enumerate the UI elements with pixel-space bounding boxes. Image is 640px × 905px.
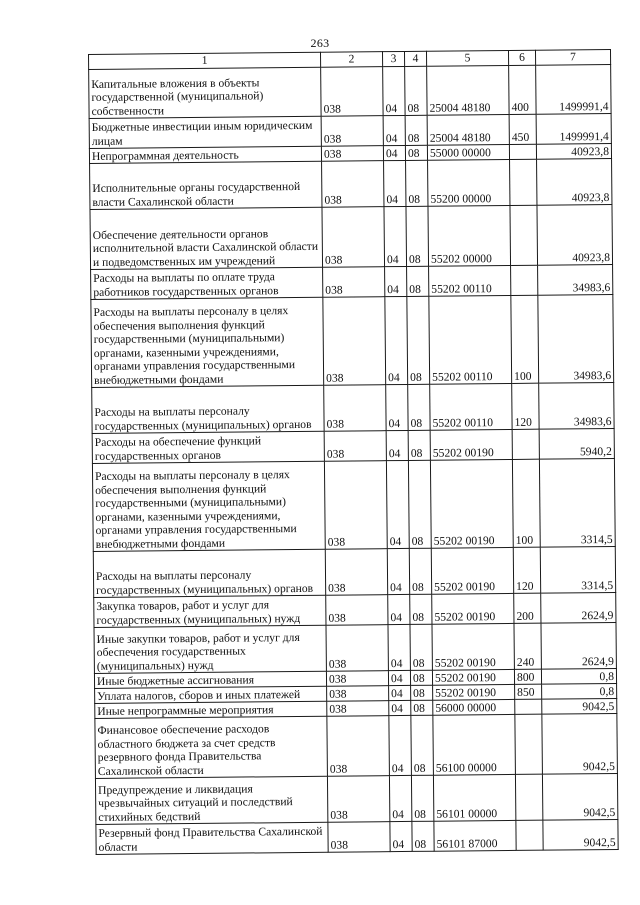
row-amount: 40923,8 <box>537 158 612 205</box>
row-amount: 2624,9 <box>541 592 616 623</box>
row-col-6: 120 <box>512 383 539 429</box>
table-row <box>95 773 617 824</box>
row-amount: 3314,5 <box>540 546 615 593</box>
row-col-5: 55202 00110 <box>429 265 511 296</box>
row-col-2: 038 <box>324 461 387 550</box>
row-col-5: 55000 00000 <box>427 144 509 160</box>
row-col-2: 038 <box>325 549 387 596</box>
row-col-6: 120 <box>513 547 540 593</box>
row-col-6 <box>512 429 539 459</box>
row-col-6 <box>515 714 543 774</box>
row-col-3: 04 <box>389 700 411 715</box>
row-col-4: 08 <box>407 296 430 384</box>
row-col-2: 038 <box>321 116 383 147</box>
row-name: Непрограммная деятельность <box>89 146 321 163</box>
row-col-4: 08 <box>412 821 434 851</box>
row-amount: 9042,5 <box>542 713 618 774</box>
row-col-3: 04 <box>390 821 412 851</box>
row-col-4: 08 <box>407 266 429 296</box>
row-col-3: 04 <box>385 296 408 384</box>
row-name: Расходы на выплаты персоналу государственных (муниципальных) органов <box>92 385 324 433</box>
row-amount: 2624,9 <box>541 622 616 669</box>
row-col-5: 55202 00190 <box>432 623 514 670</box>
row-col-2: 038 <box>326 595 388 626</box>
budget-table <box>88 49 619 855</box>
row-name: Закупка товаров, работ и услуг для государственных (муниципальных) нужд <box>94 595 326 627</box>
row-name: Уплата налогов, сборов и иных платежей <box>95 686 327 703</box>
row-col-6 <box>515 699 542 714</box>
table-row <box>90 158 612 209</box>
row-amount: 3314,5 <box>539 458 615 547</box>
row-col-2: 038 <box>324 385 386 432</box>
table-row <box>92 458 615 551</box>
page-number: 263 <box>310 36 330 50</box>
row-col-5: 55202 00110 <box>430 383 512 430</box>
row-name: Капитальные вложения в объекты государственной (муниципальной) собственности <box>89 67 321 118</box>
row-name: Иные бюджетные ассигнования <box>94 671 326 688</box>
table-row <box>94 622 616 673</box>
row-col-6: 200 <box>514 593 541 623</box>
row-col-2: 038 <box>326 671 388 687</box>
row-col-6: 240 <box>514 623 541 669</box>
row-amount: 0,8 <box>542 683 617 699</box>
row-col-4: 08 <box>408 384 430 430</box>
row-col-2: 038 <box>324 431 386 462</box>
row-col-6 <box>510 205 538 265</box>
row-col-5: 56100 00000 <box>433 714 516 775</box>
row-col-2: 038 <box>321 67 383 117</box>
row-col-6 <box>511 265 538 295</box>
row-name: Расходы на обеспечение функций государственных органов <box>92 431 324 463</box>
header-cell-col-4: 4 <box>404 51 426 66</box>
row-col-5: 55202 00190 <box>430 429 512 460</box>
row-col-5: 55202 00190 <box>431 547 513 594</box>
row-amount: 34983,6 <box>539 382 614 429</box>
row-col-2: 038 <box>327 686 389 702</box>
header-cell-col-3: 3 <box>382 51 404 66</box>
row-col-4: 08 <box>410 670 432 685</box>
row-name: Иные непрограммные мероприятия <box>95 701 327 718</box>
row-col-6 <box>510 159 537 205</box>
row-col-6: 450 <box>509 114 536 144</box>
row-col-4: 08 <box>405 66 427 115</box>
row-col-3: 04 <box>388 670 410 685</box>
row-col-5: 55202 00190 <box>432 669 514 685</box>
row-col-4: 08 <box>411 715 434 775</box>
row-amount: 34983,6 <box>538 294 614 383</box>
row-col-5: 55200 00000 <box>428 159 510 206</box>
row-col-2: 038 <box>323 267 385 298</box>
row-col-5: 56101 00000 <box>433 774 515 821</box>
row-col-5: 25004 48180 <box>427 65 509 115</box>
row-col-4: 08 <box>408 460 431 548</box>
row-col-2: 038 <box>328 822 390 853</box>
row-col-4: 08 <box>411 775 433 821</box>
table-row <box>92 382 614 433</box>
row-col-6 <box>515 774 542 820</box>
row-col-5: 56101 87000 <box>434 820 516 851</box>
row-col-6 <box>516 820 543 850</box>
row-col-6: 850 <box>515 684 542 699</box>
row-col-6 <box>509 144 536 159</box>
row-col-6: 800 <box>514 669 541 684</box>
table-row <box>91 294 614 387</box>
row-col-4: 08 <box>411 700 433 715</box>
header-cell-col-2: 2 <box>320 52 382 68</box>
row-col-3: 04 <box>384 160 406 206</box>
row-col-4: 08 <box>411 685 433 700</box>
row-amount: 1499991,4 <box>536 113 611 144</box>
row-col-2: 038 <box>322 161 384 208</box>
row-col-3: 04 <box>383 145 405 160</box>
row-amount: 40923,8 <box>536 143 611 159</box>
row-name: Расходы на выплаты персоналу в целях обеспечения выполнения функций государственными (муниципальными) органами, казенными учреждениями, органами управления государственными внебюджетными фондами <box>92 461 325 551</box>
header-cell-col-5: 5 <box>426 50 508 66</box>
row-col-2: 038 <box>326 625 388 672</box>
row-col-2: 038 <box>321 146 383 162</box>
row-amount: 9042,5 <box>543 819 618 850</box>
header-cell-col-1: 1 <box>89 52 321 69</box>
row-col-6: 100 <box>511 295 539 383</box>
row-col-3: 04 <box>383 66 405 115</box>
row-name: Расходы на выплаты по оплате труда работников государственных органов <box>91 267 323 299</box>
row-col-3: 04 <box>389 775 411 821</box>
row-col-3: 04 <box>388 594 410 624</box>
row-name: Исполнительные органы государственной власти Сахалинской области <box>90 161 322 209</box>
row-amount: 9042,5 <box>542 698 617 714</box>
row-col-2: 038 <box>327 716 390 777</box>
row-col-2: 038 <box>323 297 386 386</box>
row-name: Резервный фонд Правительства Сахалинской области <box>96 822 328 854</box>
table-row <box>90 204 613 269</box>
row-col-6: 400 <box>509 65 536 114</box>
row-amount: 9042,5 <box>542 773 617 820</box>
row-name: Обеспечение деятельности органов исполнительной власти Сахалинской области и подведомственных им учреждений <box>90 207 323 269</box>
row-col-4: 08 <box>405 145 427 160</box>
row-name: Расходы на выплаты персоналу в целях обеспечения выполнения функций государственными (муниципальными) органами, казенными учреждениями, органами управления государственными внебюджетными фондами <box>91 297 324 387</box>
row-col-5: 55202 00190 <box>430 459 513 548</box>
row-col-5: 55202 00190 <box>432 593 514 624</box>
row-col-4: 08 <box>406 206 429 266</box>
table-row <box>89 64 611 118</box>
row-name: Расходы на выплаты персоналу государственных (муниципальных) органов <box>93 549 325 597</box>
row-col-3: 04 <box>388 624 410 670</box>
table-row <box>93 546 615 597</box>
row-amount: 0,8 <box>541 668 616 684</box>
row-col-2: 038 <box>322 207 385 268</box>
row-name: Предупреждение и ликвидация чрезвычайных ситуаций и последствий стихийных бедствий <box>95 776 327 824</box>
row-col-3: 04 <box>386 384 408 430</box>
row-col-5: 25004 48180 <box>427 114 509 145</box>
table-body <box>89 64 619 854</box>
row-amount: 40923,8 <box>537 204 613 265</box>
row-col-2: 038 <box>327 701 389 717</box>
table-row <box>96 819 618 854</box>
row-col-4: 08 <box>405 115 427 145</box>
row-amount: 5940,2 <box>539 428 614 459</box>
row-amount: 34983,6 <box>538 264 613 295</box>
row-col-4: 08 <box>410 624 432 670</box>
row-col-4: 08 <box>408 430 430 460</box>
row-col-3: 04 <box>386 460 409 548</box>
row-col-3: 04 <box>387 548 409 594</box>
table-row <box>95 713 618 778</box>
row-col-2: 038 <box>327 776 389 823</box>
row-col-3: 04 <box>385 266 407 296</box>
row-col-3: 04 <box>386 430 408 460</box>
row-col-5: 55202 00000 <box>428 205 511 266</box>
row-col-3: 04 <box>384 206 407 266</box>
row-col-3: 04 <box>389 685 411 700</box>
row-name: Бюджетные инвестиции иным юридическим лицам <box>89 116 321 148</box>
row-name: Иные закупки товаров, работ и услуг для обеспечения государственных (муниципальных) нужд <box>94 625 326 673</box>
row-col-5: 55202 00190 <box>433 684 515 700</box>
row-col-4: 08 <box>409 548 431 594</box>
row-amount: 1499991,4 <box>536 64 611 114</box>
row-col-6: 100 <box>512 459 540 547</box>
row-col-4: 08 <box>406 160 428 206</box>
header-cell-col-6: 6 <box>508 50 535 65</box>
row-col-5: 55202 00110 <box>429 295 512 384</box>
row-col-3: 04 <box>383 115 405 145</box>
row-name: Финансовое обеспечение расходов областного бюджета за счет средств резервного фонда Правительства Сахалинской области <box>95 716 328 778</box>
row-col-3: 04 <box>389 715 412 775</box>
row-col-4: 08 <box>410 594 432 624</box>
row-col-5: 56000 00000 <box>433 699 515 715</box>
header-cell-col-7: 7 <box>535 49 610 65</box>
